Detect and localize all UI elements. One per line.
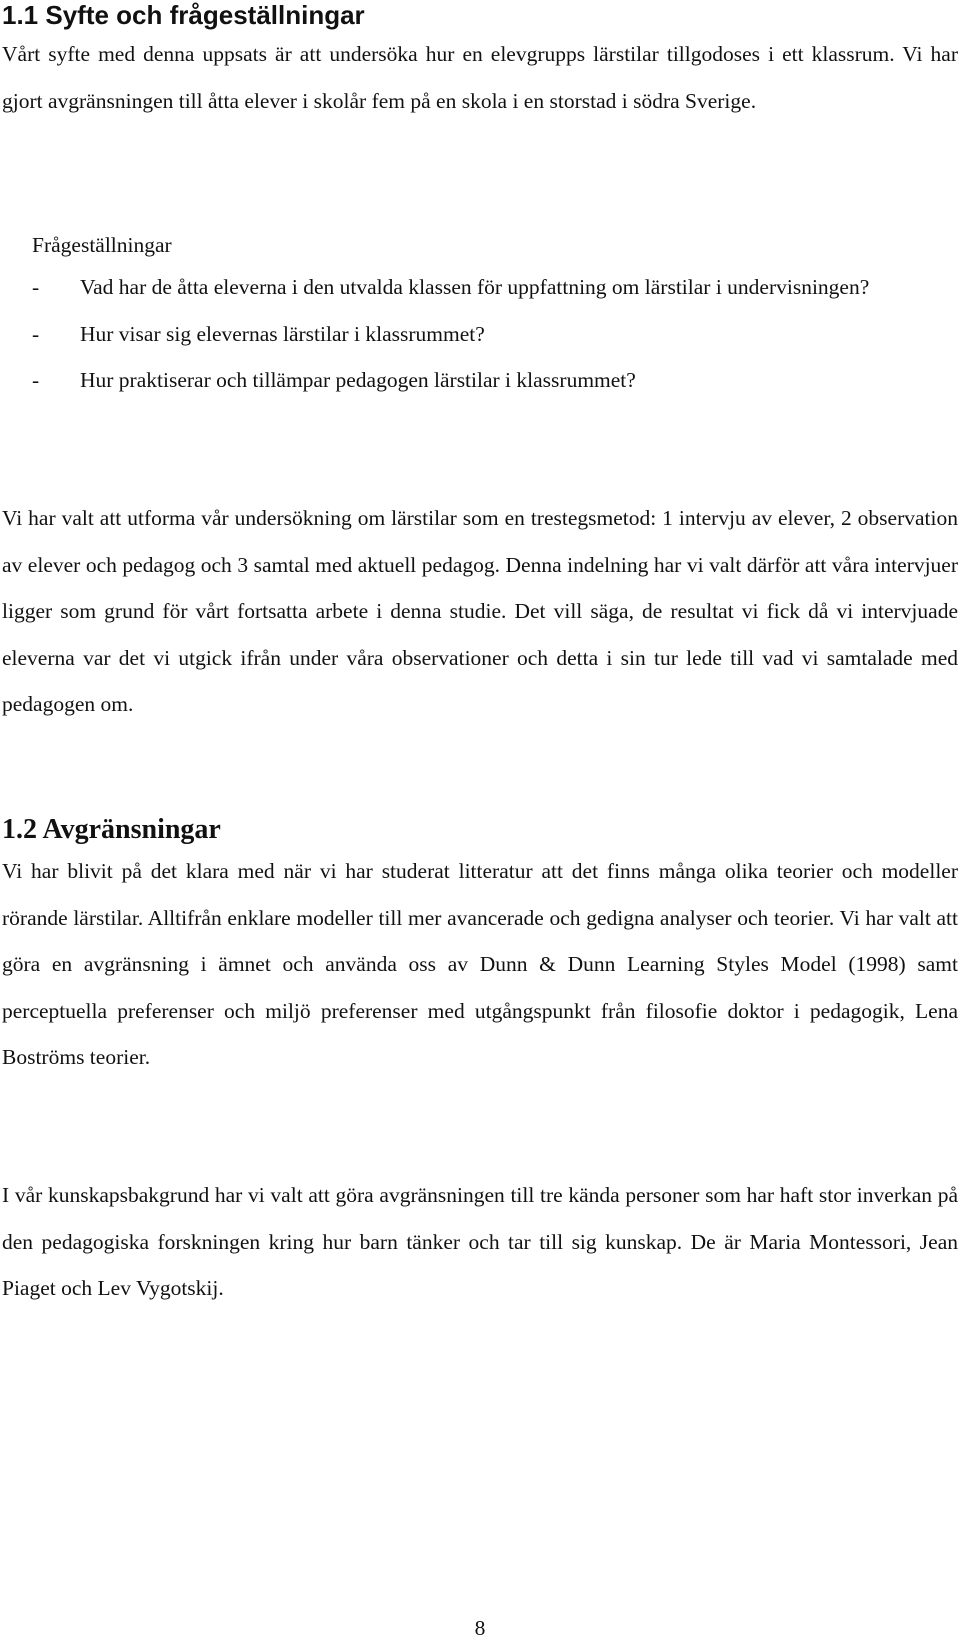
questions-heading: Frågeställningar — [32, 233, 172, 257]
section-1-1-heading: 1.1 Syfte och frågeställningar — [2, 0, 365, 30]
purpose-paragraph: Vårt syfte med denna uppsats är att undersöka hur en elevgrupps lärstilar tillgodoses i ett klassrum. Vi har gjort avgränsningen till åtta elever i skolår fem på en skola i en storstad i södra Sverige. — [2, 42, 958, 113]
list-dash: - — [32, 321, 40, 346]
list-item — [32, 264, 958, 311]
section-1-2-heading: 1.2 Avgränsningar — [2, 814, 221, 845]
question-text: Hur visar sig elevernas lärstilar i klassrummet? — [80, 321, 485, 346]
method-paragraph: Vi har valt att utforma vår undersökning om lärstilar som en trestegsmetod: 1 intervju av elever, 2 observation av elever och pedagog och 3 samtal med aktuell pedagog. Denna indelning har vi valt därför att våra intervjuer ligger som grund för vårt fortsatta arbete i denna studie. Det vill säga, de resultat vi fick då vi intervjuade eleverna var det vi utgick ifrån under våra observationer och detta i sin tur lede till vad vi samtalade med pedagogen om. — [2, 506, 958, 716]
question-text: Vad har de åtta eleverna i den utvalda klassen för uppfattning om lärstilar i undervisningen? — [80, 275, 870, 299]
question-text: Hur praktiserar och tillämpar pedagogen lärstilar i klassrummet? — [80, 368, 636, 392]
list-dash: - — [32, 368, 40, 392]
page-number: 8 — [474, 1616, 486, 1640]
delimitations-paragraph: Vi har blivit på det klara med när vi har studerat litteratur att det finns många olika teorier och modeller rörande lärstilar. Alltifrån enklare modeller till mer avancerade och gedigna analyser och teorier. Vi har valt att göra en avgränsning i ämnet och använda oss av Dunn & Dunn Learning Styles Model (1998) samt perceptuella preferenser och miljö preferenser med utgångspunkt från filosofie doktor i pedagogik, Lena Boströms teorier. — [2, 859, 958, 1069]
background-paragraph: I vår kunskapsbakgrund har vi valt att göra avgränsningen till tre kända personer som har haft stor inverkan på den pedagogiska forskningen kring hur barn tänker och tar till sig kunskap. De är Maria Montessori, Jean Piaget och Lev Vygotskij. — [2, 1183, 958, 1300]
list-dash: - — [32, 275, 40, 299]
list-item — [32, 357, 958, 404]
questions-list — [32, 264, 958, 404]
list-item — [32, 311, 958, 358]
